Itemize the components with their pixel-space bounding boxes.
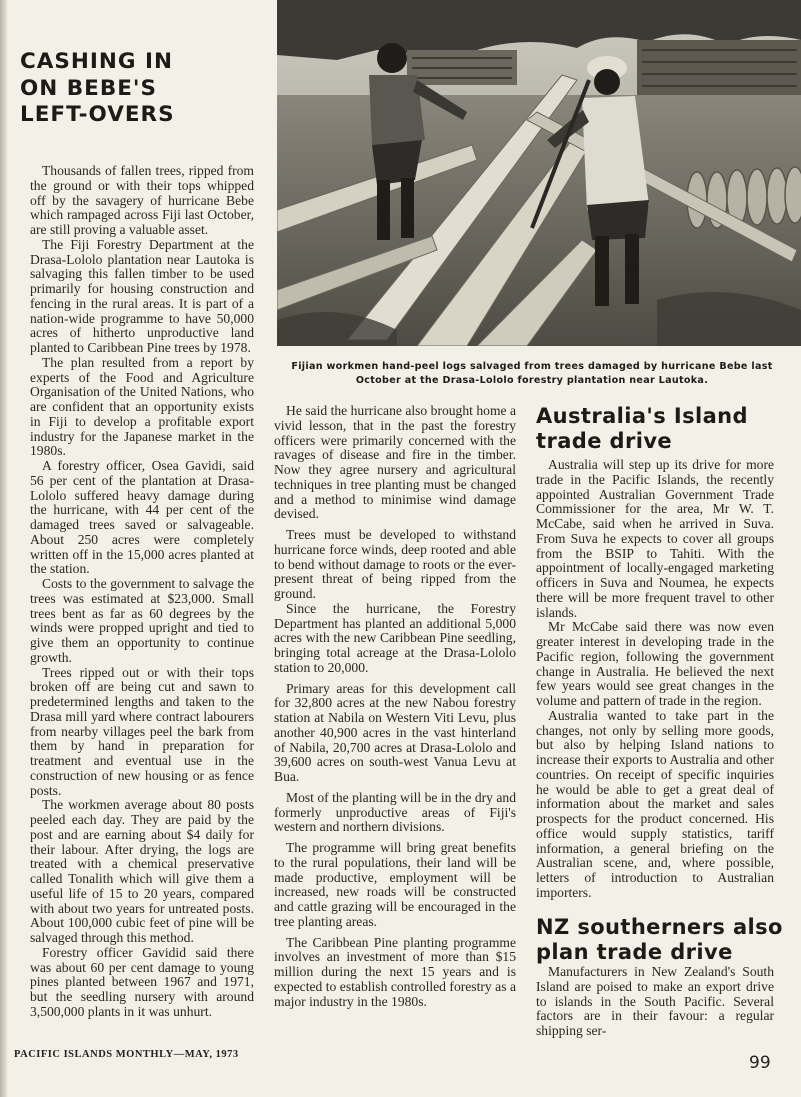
paragraph: The workmen average about 80 posts peeled each day. They are paid by the post and are earning about $4 daily for their labour. After drying, the logs are treated with a chemical preservative called Tonalith which will give them a useful life of 15 to 20 years, compared with about two years for untreated posts. About 100,000 cubic feet of pine will be salvaged through this method. <box>30 797 254 945</box>
magazine-footer: PACIFIC ISLANDS MONTHLY—MAY, 1973 <box>14 1049 239 1060</box>
article-column-2 <box>274 404 516 1009</box>
paragraph: Costs to the government to salvage the trees was estimated at $23,000. Small trees bent as far as 60 degrees by the winds were propped upright and tied to give them an opportunity to continue growth. <box>30 576 254 665</box>
paragraph: The programme will bring great benefits to the rural populations, their land will be made productive, employment will be increased, new roads will be constructed and cattle grazing will be encouraged in the tree planting areas. <box>274 840 516 929</box>
subheadline-australia-trade <box>536 404 748 454</box>
article-headline <box>20 49 270 129</box>
paragraph: Australia will step up its drive for more trade in the Pacific Islands, the recently appointed Australian Government Trade Commissioner for the area, Mr W. T. McCabe, said when he arrived in Suva. From Suva he expects to cover all groups from the BSIP to Tahiti. With the appointment of locally-engaged marketing officers in Suva and Noumea, he expects there will be more frequent travel to other islands. <box>536 457 774 620</box>
paragraph: Australia wanted to take part in the changes, not only by selling more goods, but also by helping Island nations to increase their exports to Australia and other countries. On receipt of specific inquiries he would be able to get a great deal of information about the market and sales prospects for the product concerned. His office would supply statistics, tariff information, a general briefing on the Australian scene, and, where possible, letters of introduction to Australian importers. <box>536 707 774 900</box>
paragraph: Primary areas for this development call for 32,800 acres at the new Nabou forestry station at Nabila on Western Viti Levu, plus another 40,900 acres in the vast hinterland of Nabila, 20,700 acres at Drasa-Lololo and 39,600 acres on south-west Vanua Levu at Bua. <box>274 680 516 784</box>
paragraph: Since the hurricane, the Forestry Department has planted an additional 5,000 acres with the new Caribbean Pine seedling, bringing total acreage at the Drasa-Lololo station to 20,000. <box>274 600 516 675</box>
paragraph: Thousands of fallen trees, ripped from the ground or with their tops whipped off by the savagery of hurricane Bebe which rampaged across Fiji last October, are still proving a valuable asset. <box>30 163 254 237</box>
subheadline-line: plan trade drive <box>536 940 733 964</box>
article-column-3-nz <box>536 965 774 1039</box>
article-column-3-australia <box>536 458 774 901</box>
subheadline-line: Australia's Island <box>536 404 748 428</box>
photo-caption: Fijian workmen hand-peel logs salvaged from trees damaged by hurricane Bebe last October at the Drasa-Lololo forestry plantation near Lautoka. <box>291 361 773 386</box>
paragraph: Trees ripped out or with their tops broken off are being cut and sawn to predetermined lengths and taken to the Drasa mill yard where contract labourers from nearby villages peel the bark from them by hand in preparation for treatment and eventual use in the construction of new housing or as fence posts. <box>30 664 254 798</box>
paragraph: The Fiji Forestry Department at the Drasa-Lololo plantation near Lautoka is salvaging this fallen timber to be used primarily for housing construction and fencing in the rural areas. It is part of a nation-wide programme to have 50,000 acres of hitherto unproductive land planted to Caribbean Pine trees by 1978. <box>30 236 254 355</box>
headline-line: CASHING IN <box>20 49 174 74</box>
page-number: 99 <box>749 1053 771 1073</box>
paragraph: The plan resulted from a report by experts of the Food and Agriculture Organisation of the United Nations, who are confident that an opportunity exists in Fiji to develop a profitable export industry for the Japanese market in the 1980s. <box>30 354 254 459</box>
headline-line: ON BEBE'S <box>20 75 157 101</box>
paragraph: A forestry officer, Osea Gavidi, said 56 per cent of the plantation at Drasa-Lololo suffered heavy damage during the hurricane, with 44 per cent of the damaged trees saved or salvageable. About 250 acres were completely written off in the 15,000 acres planted at the station. <box>30 458 254 577</box>
paragraph: He said the hurricane also brought home a vivid lesson, that in the past the forestry officers were primarily concerned with the ravages of disease and fire in the timber. Now they agree nursery and agricultural techniques in tree planting must be changed and a method to minimise wind damage devised. <box>274 403 516 522</box>
headline-line: LEFT-OVERS <box>20 102 175 127</box>
paragraph: Mr McCabe said there was now even greater interest in developing trade in the Pacific region, following the government change in Australia. He believed the next few years would see great changes in the volume and pattern of trade in the region. <box>536 619 774 708</box>
article-column-1 <box>30 164 254 1020</box>
subheadline-line: trade drive <box>536 429 673 453</box>
paragraph: The Caribbean Pine planting programme involves an investment of more than $15 million during the next 15 years and is expected to establish controlled forestry as a major industry in the 1980s. <box>274 934 516 1009</box>
page-binding-shadow <box>0 0 7 1097</box>
paragraph: Most of the planting will be in the dry and formerly unproductive areas of Fiji's western and northern divisions. <box>274 789 516 835</box>
subheadline-line: NZ southerners also <box>536 915 783 939</box>
workmen-peeling-logs-photo <box>277 0 801 346</box>
subheadline-nz-trade <box>536 915 783 965</box>
paragraph: Trees must be developed to withstand hurricane force winds, deep rooted and able to bend without damage to roots or the ever-present threat of being ripped from the ground. <box>274 527 516 601</box>
paragraph: Forestry officer Gavidid said there was about 60 per cent damage to young pines planted between 1967 and 1971, but the seedling nursery with around 3,500,000 plants in it was unhurt. <box>30 944 254 1019</box>
paragraph: Manufacturers in New Zealand's South Island are poised to make an export drive to islands in the South Pacific. Several factors are in their favour: a regular shipping ser- <box>536 964 774 1038</box>
